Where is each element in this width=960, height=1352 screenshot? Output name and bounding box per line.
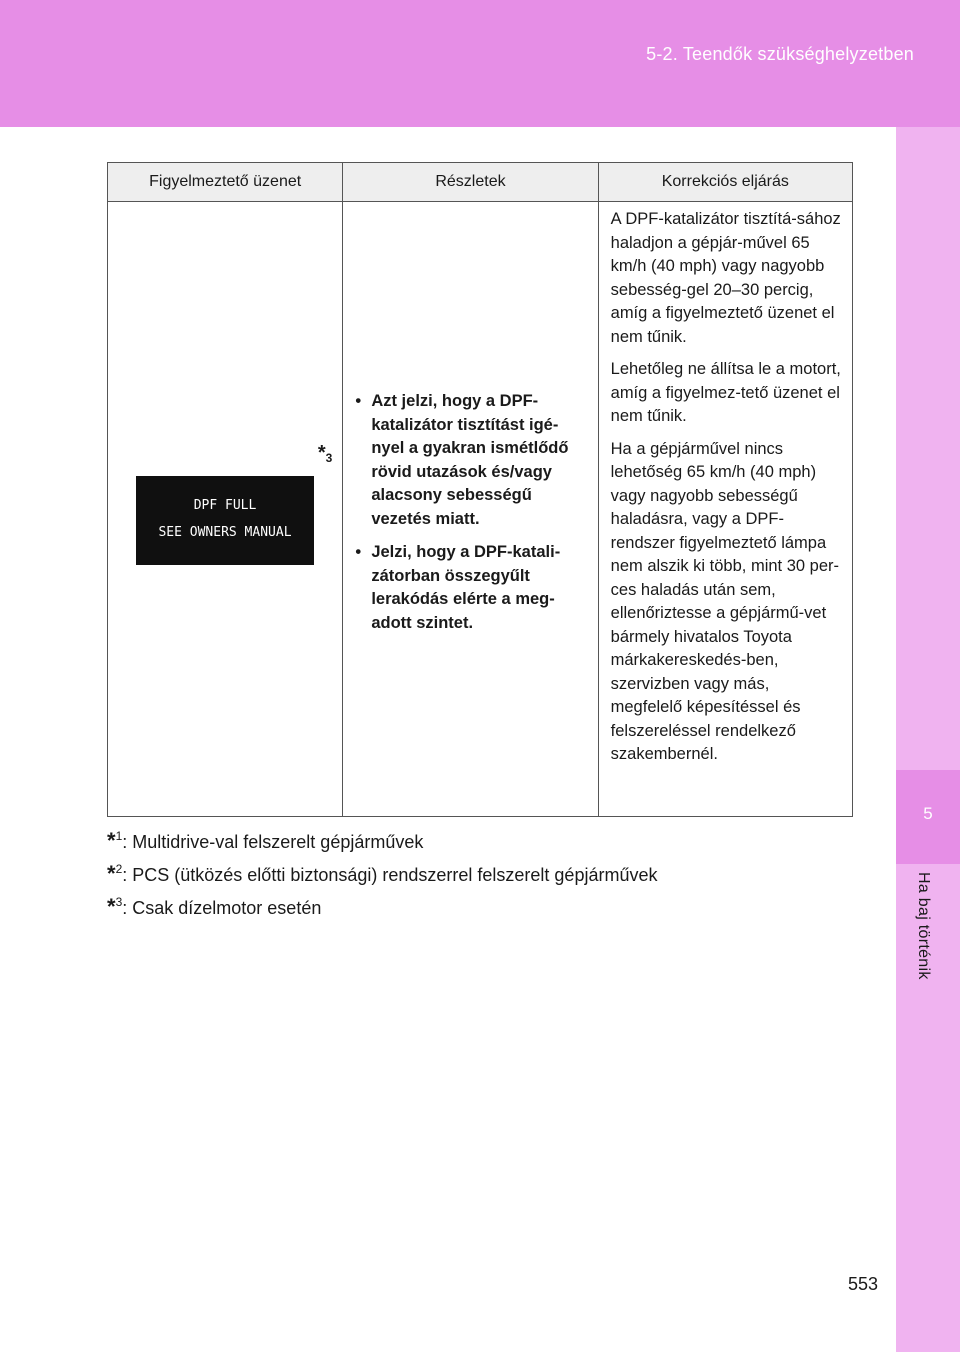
chapter-number: 5 [923,804,933,823]
footnote-text: : Csak dízelmotor esetén [122,898,322,918]
footnote-1 [107,823,657,853]
warning-message-table [107,162,853,817]
details-bullet-2 [355,541,587,635]
marker-star: * [317,442,326,464]
footnote-star: * [107,861,116,886]
chapter-label: Ha baj történik [915,872,932,980]
cell-warning-message [108,202,343,817]
footnote-3 [107,889,657,919]
header-details: Részletek [343,163,598,202]
footnotes [107,823,657,922]
marker-number: 3 [325,451,333,465]
page-number: 553 [848,1274,879,1294]
footnote-number: 2 [115,862,123,876]
details-bullet-1 [355,390,587,531]
dpf-full-display-image [136,476,314,565]
bullet-icon: • [355,392,362,410]
details-text-2: Jelzi, hogy a DPF-katali-zátorban összegyűlt lerakódás elérte a meg-adott szintet. [371,543,561,632]
footnote-number: 1 [115,829,123,843]
chapter-side-tab [896,127,960,1352]
correction-paragraph-2: Lehetőleg ne állítsa le a motort, amíg a figyelmez-tető üzenet el nem tűnik. [610,360,841,425]
section-title: 5-2. Teendők szükséghelyzetben [646,44,914,64]
header-warning-message: Figyelmeztető üzenet [108,163,343,202]
bullet-icon: • [355,543,362,561]
correction-paragraph-1: A DPF-katalizátor tisztítá-sához haladjon a gépjár-művel 65 km/h (40 mph) vagy nagyobb sebesség-gel 20–30 percig, amíg a figyelmeztető üzenet el nem tűnik. [610,210,841,346]
cell-details [343,202,598,817]
footnote-2 [107,856,658,886]
correction-paragraph-3: Ha a gépjárművel nincs lehetőség 65 km/h (40 mph) vagy nagyobb sebességű haladásra, vagy a DPF-rendszer figyelmeztető lámpa nem alszik ki több, mint 30 per-ces haladás után sem, ellenőriztesse a gépjármű-vet bármely hivatalos Toyota márkakereskedés-ben, szervizben vagy más, megfelelő képesítéssel és felszereléssel rendelkező szakembernél. [610,439,839,763]
footnote-text: : PCS (ütközés előtti biztonsági) rendszerrel felszerelt gépjárművek [122,865,658,885]
footnote-star: * [107,894,116,919]
details-text-1: Azt jelzi, hogy a DPF-katalizátor tisztítást igé-nyel a gyakran ismétlődő rövid utazások és/vagy alacsony sebességű vezetés miatt. [371,392,569,528]
display-line-see-manual: SEE OWNERS MANUAL [158,525,292,540]
table-row [108,202,853,817]
footnote-star: * [107,828,116,853]
display-line-dpf-full: DPF FULL [193,498,257,513]
footnote-marker [318,442,332,465]
footnote-text: : Multidrive-val felszerelt gépjárművek [122,832,424,852]
header-corrective-action: Korrekciós eljárás [598,163,852,202]
table-header-row [108,163,853,202]
footnote-number: 3 [115,895,123,909]
cell-corrective-action [598,202,852,817]
